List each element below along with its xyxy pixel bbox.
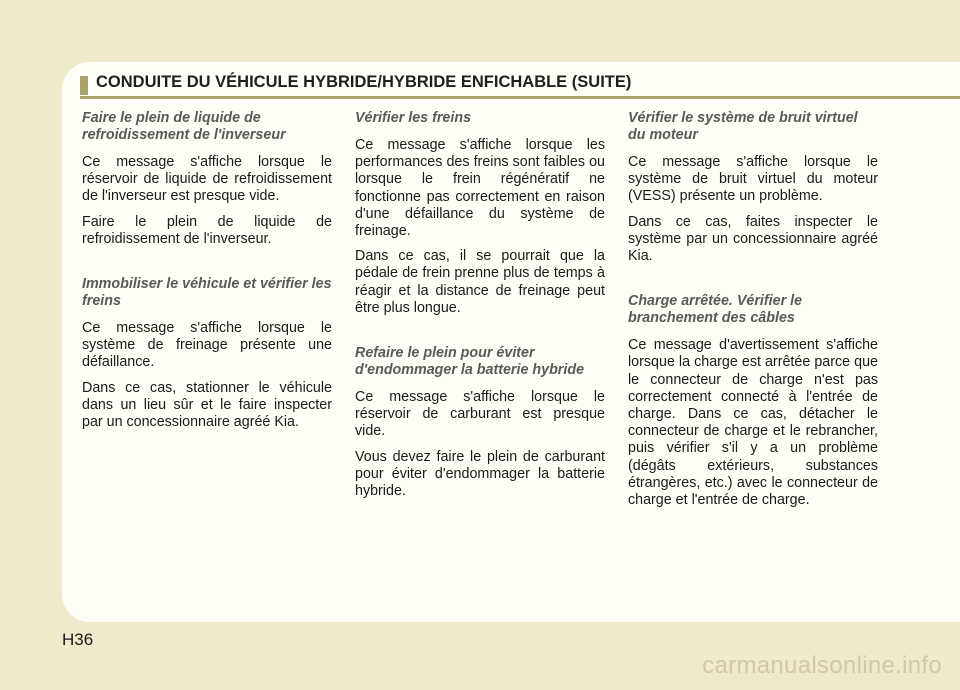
column-1 [82,110,332,439]
section-heading: Immobiliser le véhicule et vérifier les freins [82,276,332,310]
paragraph: Ce message d'avertissement s'affiche lorsque la charge est arrêtée parce que le connecteur de charge n'est pas correctement connecté à l'entrée de charge. Dans ce cas, détacher le connecteur de charge et le rebrancher, puis vérifier s'il y a un problème (dégâts extérieurs, substances étrangères, etc.) avec le connecteur de charge et l'entrée de charge. [628,337,878,509]
watermark: carmanualsonline.info [702,652,942,679]
section-heading: Charge arrêtée. Vérifier le branchement des câbles [628,293,803,327]
paragraph: Dans ce cas, faites inspecter le système par un concessionnaire agréé Kia. [628,213,878,265]
paragraph: Ce message s'affiche lorsque le réservoir de liquide de refroidissement de l'inverseur est presque vide. [82,154,332,205]
paragraph: Dans ce cas, il se pourrait que la pédale de frein prenne plus de temps à réagir et la distance de freinage peut être plus longue. [355,248,605,316]
column-3 [628,110,878,517]
paragraph: Ce message s'affiche lorsque le réservoir de carburant est presque vide. [355,389,605,440]
column-2 [355,110,605,508]
section-heading: Vérifier le système de bruit virtuel du moteur [628,110,858,143]
paragraph: Ce message s'affiche lorsque le système de freinage présente une défaillance. [82,320,332,371]
page-number: H36 [62,630,94,649]
section-heading: Vérifier les freins [355,110,472,126]
paragraph: Ce message s'affiche lorsque les performances des freins sont faibles ou lorsque le frein régénératif ne fonctionne pas correctement en raison d'une défaillance du système de freinage. [355,137,605,240]
section-heading: Faire le plein de liquide de refroidissement de l'inverseur [82,110,286,143]
paragraph: Faire le plein de liquide de refroidissement de l'inverseur. [82,213,332,247]
section-heading: Refaire le plein pour éviter d'endommager la batterie hybride [355,345,585,379]
header-rule [80,96,960,99]
header-accent-bar [80,76,88,95]
page-title: CONDUITE DU VÉHICULE HYBRIDE/HYBRIDE ENFICHABLE (SUITE) [96,73,632,91]
paragraph: Vous devez faire le plein de carburant pour éviter d'endommager la batterie hybride. [355,448,605,500]
paragraph: Ce message s'affiche lorsque le système de bruit virtuel du moteur (VESS) présente un problème. [628,154,878,205]
section-header [80,72,960,98]
paragraph: Dans ce cas, stationner le véhicule dans un lieu sûr et le faire inspecter par un concessionnaire agréé Kia. [82,379,332,431]
